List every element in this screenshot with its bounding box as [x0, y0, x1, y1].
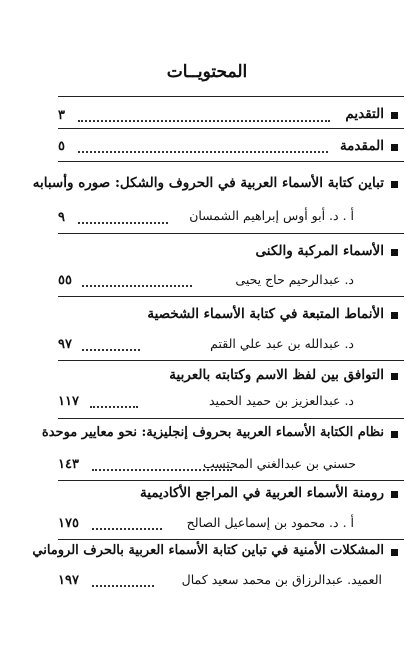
entry-author: أ . د. محمود بن إسماعيل الصالح [186, 515, 354, 530]
divider [58, 96, 404, 97]
divider [58, 360, 404, 361]
dot-leader [82, 285, 192, 287]
divider [58, 296, 404, 297]
entry-page: ٩ [58, 210, 65, 225]
divider [58, 480, 404, 481]
dot-leader [92, 585, 154, 587]
entry-page: ٩٧ [58, 337, 72, 352]
entry-title: التوافق بين لفظ الاسم وكتابته بالعربية [169, 367, 384, 383]
entry-title: نظام الكتابة الأسماء العربية بحروف إنجليزية: نحو معايير موحدة [41, 425, 384, 440]
bullet-icon [391, 144, 398, 151]
entry-author: د. عبدالعزيز بن حميد الحميد [208, 393, 354, 408]
dot-leader [92, 528, 162, 530]
entry-page: ١٩٧ [58, 573, 79, 588]
dot-leader [82, 349, 140, 351]
entry-title: المقدمة [339, 138, 384, 154]
bullet-icon [391, 249, 398, 256]
entry-author: العميد. عبدالرزاق بن محمد سعيد كمال [181, 572, 382, 587]
entry-title: رومنة الأسماء العربية في المراجع الأكاديمية [140, 485, 384, 501]
entry-page: ١٧٥ [58, 516, 79, 531]
entry-page: ١١٧ [58, 394, 79, 409]
bullet-icon [391, 549, 398, 556]
entry-page: ٥ [58, 139, 65, 154]
entry-author: د. عبدالرحيم حاج يحيى [235, 272, 354, 287]
entry-title: الأسماء المركبة والكنى [255, 243, 384, 259]
entry-page: ٣ [58, 108, 65, 123]
entry-title: تباين كتابة الأسماء العربية في الحروف والشكل: صوره وأسبابه [32, 175, 384, 191]
divider [58, 128, 404, 129]
page-title: المحتويــات [166, 62, 248, 82]
divider [58, 418, 404, 419]
entry-author: حسني بن عبدالغني المحتسب [202, 456, 356, 471]
entry-page: ٥٥ [58, 273, 72, 288]
dot-leader [78, 120, 330, 122]
bullet-icon [391, 491, 398, 498]
bullet-icon [391, 112, 398, 119]
entry-title: المشكلات الأمنية في تباين كتابة الأسماء العربية بالحرف الروماني [32, 543, 384, 558]
dot-leader [78, 151, 328, 153]
divider [58, 161, 404, 162]
divider [58, 233, 404, 234]
dot-leader [78, 222, 168, 224]
entry-author: أ . د. أبو أوس إبراهيم الشمسان [189, 208, 354, 223]
divider [58, 539, 404, 540]
entry-title: الأنماط المتبعة في كتابة الأسماء الشخصية [147, 306, 384, 322]
entry-author: د. عبدالله بن عبد علي القتم [210, 336, 354, 351]
dot-leader [90, 406, 138, 408]
entry-page: ١٤٣ [58, 457, 79, 472]
bullet-icon [391, 181, 398, 188]
bullet-icon [391, 431, 398, 438]
bullet-icon [391, 312, 398, 319]
bullet-icon [391, 373, 398, 380]
entry-title: التقديم [345, 106, 384, 122]
dot-leader [92, 469, 232, 471]
